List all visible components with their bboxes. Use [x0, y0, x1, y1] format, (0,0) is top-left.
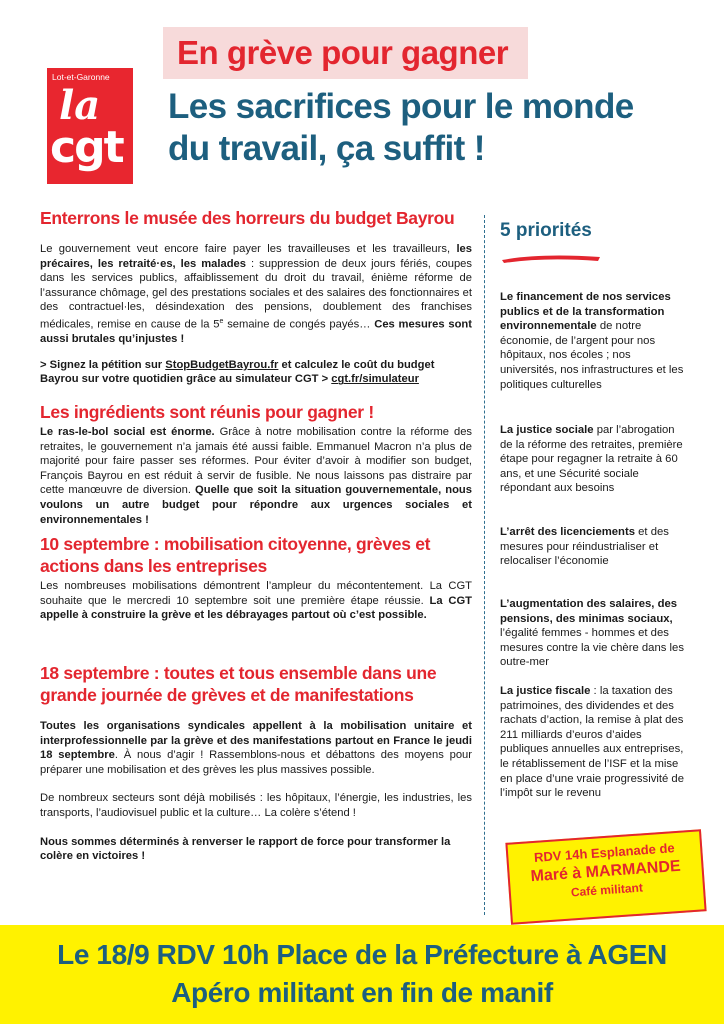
- priority-bold: L’augmentation des salaires, des pensions, des minimas sociaux,: [500, 598, 678, 625]
- priority-item: [500, 684, 690, 801]
- section-ingredients: [40, 401, 472, 527]
- section-budget: [40, 207, 472, 387]
- section-10-septembre: [40, 533, 472, 623]
- sidebar-priorities: [500, 220, 692, 800]
- priority-item: [500, 525, 690, 569]
- priority-text: et des mesures pour réindustrialiser et relocaliser l’économie: [500, 526, 669, 568]
- text-run-bold: Le ras-le-bol social est énorme.: [40, 426, 215, 438]
- priority-text: : la taxation des patrimoines, des dividendes et des rachats d’action, la remise à plat des 211 milliards d’euros d’aides publiques annuelles aux entreprises, le rétablissement de l’ISF et la mise en place d’une vraie progressivité de l’impôt sur le revenu: [500, 685, 684, 800]
- priority-item: [500, 597, 690, 670]
- headline-line1: Les sacrifices pour le monde: [168, 87, 634, 126]
- text-run-bold: Ces mesures sont aussi brutales qu’injustes !: [40, 318, 472, 346]
- brush-underline-icon: [500, 251, 602, 265]
- headline-line2: du travail, ça suffit !: [168, 129, 485, 168]
- superscript: e: [219, 317, 224, 325]
- rdv-line2: Maré à MARMANDE: [530, 857, 682, 886]
- section-18-septembre-title: 18 septembre : toutes et tous ensemble dans une grande journée de grèves et de manifestations: [40, 663, 437, 705]
- rdv-line3: Café militant: [570, 880, 644, 900]
- sectors-paragraph: De nombreux secteurs sont déjà mobilisés : les hôpitaux, l’énergie, les industries, les transports, l’audiovisuel public et la culture… La colère s’étend !: [40, 792, 472, 819]
- section-ingredients-paragraph: [40, 425, 472, 527]
- priority-bold: La justice fiscale: [500, 685, 591, 697]
- section-ingredients-title: Les ingrédients sont réunis pour gagner !: [40, 402, 374, 422]
- text-run: semaine de congés payés…: [223, 318, 375, 331]
- conclusion-paragraph: Nous sommes déterminés à renverser le rapport de force pour transformer la colère en victoires !: [40, 835, 451, 863]
- top-banner-text: En grève pour gagner: [177, 34, 509, 71]
- text-run-bold: Quelle que soit la situation gouvernementale, nous voulons un autre budget pour répondre aux urgences sociales et environnementales !: [40, 484, 472, 526]
- rdv-marmande-box: [505, 829, 706, 924]
- sidebar-title: 5 priorités: [500, 220, 592, 241]
- logo-cgt: cgt: [50, 122, 123, 173]
- text-run-bold: Toutes les organisations syndicales appellent à la mobilisation unitaire et interprofessionnelle par la grève et des manifestations partout en France le jeudi 18 septembre: [40, 720, 472, 762]
- text-run: > Signez la pétition sur: [40, 358, 166, 371]
- logo-la: la: [59, 82, 101, 129]
- section-18-septembre: [40, 662, 472, 864]
- section-10-septembre-paragraph: [40, 579, 472, 623]
- text-run: Le gouvernement veut encore faire payer les travailleuses et les travailleurs,: [40, 243, 457, 255]
- priority-bold: La justice sociale: [500, 424, 594, 436]
- priority-bold: L’arrêt des licenciements: [500, 526, 635, 538]
- sidebar-divider: [484, 215, 485, 915]
- text-run-bold: les précaires, les retraité·es, les malades: [40, 243, 472, 270]
- priority-item: [500, 290, 690, 392]
- rdv-line1: RDV 14h Esplanade de: [533, 840, 676, 865]
- bottom-banner-line1: Le 18/9 RDV 10h Place de la Préfecture à AGEN: [57, 939, 667, 970]
- bottom-banner: [0, 925, 724, 1024]
- text-run: Les nombreuses mobilisations démontrent l’ampleur du mécontentement. La CGT souhaite que le mercredi 10 septembre soit une première étape réussie.: [40, 580, 472, 607]
- text-run-bold: La CGT appelle à construire la grève et les débrayages partout où c’est possible.: [40, 594, 472, 622]
- top-banner: [163, 27, 528, 79]
- priority-text: par l’abrogation de la réforme des retraites, première étape pour regagner la retraite à 60 ans, et une Sécurité sociale répondant aux besoins: [500, 424, 683, 495]
- text-run: et calculez le coût du budget Bayrou sur votre quotidien grâce au simulateur CGT >: [40, 358, 435, 386]
- section-budget-paragraph: [40, 242, 472, 347]
- simulateur-link[interactable]: cgt.fr/simulateur: [331, 373, 419, 386]
- section-budget-title: Enterrons le musée des horreurs du budget Bayrou: [40, 208, 455, 228]
- priority-item: [500, 423, 690, 496]
- text-run: : suppression de deux jours fériés, coupes dans les services publics, affaiblissement du droit du travail, énième réforme de l’assurance chômage, gel des prestations sociales et des salaires des fonctionnaires et des contractuel·les, désindexation des pensions, doublement des franchises médicales, remise en cause de la 5: [40, 257, 472, 331]
- headline: [168, 86, 688, 170]
- text-run: . À nous d’agir ! Rassemblons-nous et débattons des moyens pour préparer une mobilisation et des grèves les plus massives possible.: [40, 749, 473, 776]
- priority-bold: Le financement de nos services publics et de la transformation environnementale: [500, 291, 671, 333]
- section-18-septembre-paragraph: [40, 719, 472, 777]
- priority-text: de notre économie, de l’argent pour nos hôpitaux, nos écoles ; nos universités, nos infrastructures et les politiques culturelles: [500, 320, 684, 391]
- petition-paragraph: [40, 358, 472, 387]
- section-10-septembre-title: 10 septembre : mobilisation citoyenne, grèves et actions dans les entreprises: [40, 534, 431, 576]
- petition-link[interactable]: StopBudgetBayrou.fr: [165, 358, 279, 371]
- cgt-logo: [47, 68, 133, 184]
- bottom-banner-line2: Apéro militant en fin de manif: [171, 977, 553, 1008]
- logo-department: Lot-et-Garonne: [52, 72, 110, 82]
- text-run: Grâce à notre mobilisation contre la réforme des retraites, le gouvernement n’a jamais été aussi faible. Emmanuel Macron n’a plus de majorité pour faire passer ses réformes. Pour éviter d’avoir à modifier son budget, François Bayrou en est réduit à servir de fusible. Ne nous laissons pas distraire par cette manœuvre de diversion.: [40, 426, 473, 497]
- priority-text: l’égalité femmes - hommes et des mesures contre la vie chère dans les outre-mer: [500, 627, 684, 669]
